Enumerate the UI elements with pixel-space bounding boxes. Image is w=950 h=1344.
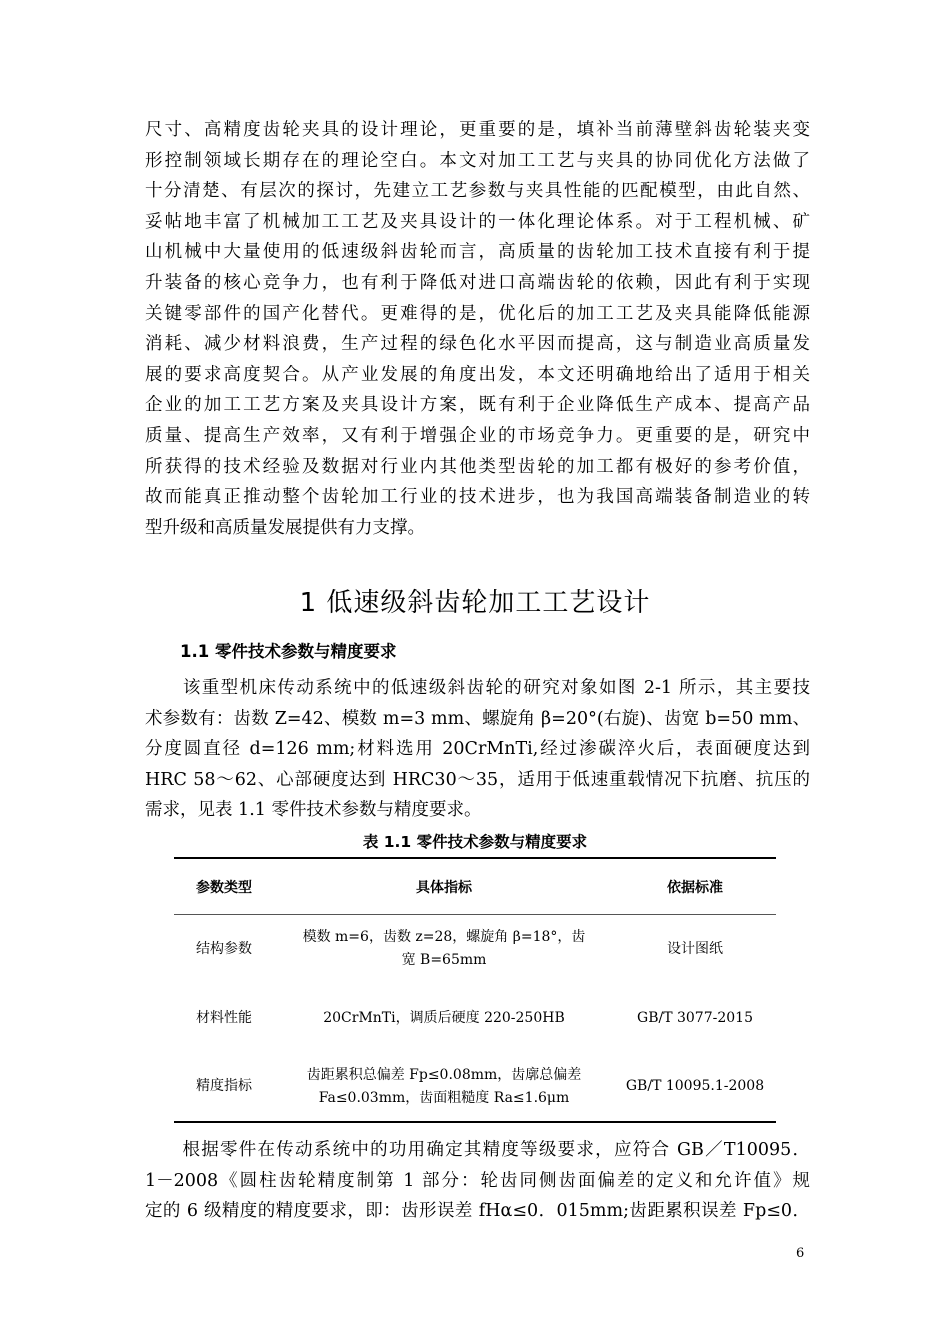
text-line: 分度圆直径 d=126 mm;材料选用 20CrMnTi,经过渗碳淬火后，表面硬度达到 bbox=[145, 739, 810, 760]
table-cell-type: 精度指标 bbox=[196, 1078, 252, 1094]
text-line: 1－2008《圆柱齿轮精度制第 1 部分：轮齿同侧齿面偏差的定义和允许值》规 bbox=[145, 1170, 810, 1191]
text-line: 需求，见表 1.1 零件技术参数与精度要求。 bbox=[145, 800, 482, 821]
section-heading: 1.1 零件技术参数与精度要求 bbox=[180, 642, 397, 661]
table-cell-standard: 设计图纸 bbox=[667, 940, 723, 957]
chapter-title: 1 低速级斜齿轮加工工艺设计 bbox=[299, 588, 651, 618]
text-line: 妥帖地丰富了机械加工工艺及夹具设计的一体化理论体系。对于工程机械、矿 bbox=[145, 211, 810, 232]
spec-line: Fa≤0.03mm，齿面粗糙度 Ra≤1.6μm bbox=[318, 1089, 570, 1106]
page-number: 6 bbox=[796, 1246, 805, 1261]
text-line: 升装备的核心竞争力，也有利于降低对进口高端齿轮的依赖，因此有利于实现 bbox=[145, 272, 810, 293]
table-row bbox=[174, 984, 776, 1053]
text-line: 企业的加工工艺方案及夹具设计方案，既有利于企业降低生产成本、提高产品 bbox=[145, 395, 810, 416]
body-paragraph-intro bbox=[145, 115, 810, 543]
table-row bbox=[174, 915, 776, 984]
table-cell-spec bbox=[274, 1053, 614, 1122]
text-line: 十分清楚、有层次的探讨，先建立工艺参数与夹具性能的匹配模型，由此自然、 bbox=[145, 181, 810, 202]
table-cell-spec bbox=[274, 984, 614, 1053]
text-line: 该重型机床传动系统中的低速级斜齿轮的研究对象如图 2-1 所示，其主要技 bbox=[145, 678, 810, 698]
table-cell-spec bbox=[274, 915, 614, 984]
text-line: 质量、提高生产效率，又有利于增强企业的市场竞争力。更重要的是，研究中 bbox=[145, 425, 810, 446]
table-cell-type: 结构参数 bbox=[196, 940, 252, 957]
text-line: 关键零部件的国产化替代。更难得的是，优化后的加工工艺及夹具能降低能源 bbox=[145, 303, 810, 324]
spec-line: 齿距累积总偏差 Fp≤0.08mm，齿廓总偏差 bbox=[306, 1066, 582, 1083]
text-line: 故而能真正推动整个齿轮加工行业的技术进步，也为我国高端装备制造业的转 bbox=[145, 487, 810, 508]
spec-line: 宽 B=65mm bbox=[401, 952, 487, 969]
table-header-cell: 依据标准 bbox=[667, 879, 723, 896]
text-line: 术参数有：齿数 Z=42、模数 m=3 mm、螺旋角 β=20°(右旋)、齿宽 b=50 mm、 bbox=[145, 708, 810, 729]
table-cell-type: 材料性能 bbox=[196, 1009, 252, 1026]
text-line: 定的 6 级精度的精度要求，即：齿形误差 fHα≤0．015mm;齿距累积误差 Fp≤0． bbox=[145, 1201, 810, 1222]
table-header-cell: 具体指标 bbox=[416, 879, 472, 896]
spec-line: 20CrMnTi，调质后硬度 220-250HB bbox=[323, 1009, 565, 1026]
text-line: 形控制领域长期存在的理论空白。本文对加工工艺与夹具的协同优化方法做了 bbox=[145, 150, 810, 171]
table-cell-standard: GB/T 3077-2015 bbox=[637, 1009, 753, 1026]
text-line: 型升级和高质量发展提供有力支撑。 bbox=[145, 517, 425, 538]
text-line: HRC 58～62、心部硬度达到 HRC30～35，适用于低速重载情况下抗磨、抗压的 bbox=[145, 769, 810, 790]
table-row bbox=[174, 1053, 776, 1122]
text-line: 展的要求高度契合。从产业发展的角度出发，本文还明确地给出了适用于相关 bbox=[145, 364, 810, 385]
text-line: 山机械中大量使用的低速级斜齿轮而言，高质量的齿轮加工技术直接有利于提 bbox=[145, 242, 810, 263]
text-line: 根据零件在传动系统中的功用确定其精度等级要求，应符合 GB／T10095． bbox=[145, 1140, 810, 1160]
table-header-cell: 参数类型 bbox=[196, 879, 252, 896]
table-cell-standard: GB/T 10095.1-2008 bbox=[625, 1078, 765, 1094]
text-line: 消耗、减少材料浪费，生产过程的绿色化水平因而提高，这与制造业高质量发 bbox=[145, 334, 810, 355]
spec-line: 模数 m=6，齿数 z=28，螺旋角 β=18°，齿 bbox=[302, 929, 586, 946]
parameters-table bbox=[174, 857, 776, 1123]
text-line: 所获得的技术经验及数据对行业内其他类型齿轮的加工都有极好的参考价值， bbox=[145, 456, 810, 477]
table-caption: 表 1.1 零件技术参数与精度要求 bbox=[362, 833, 588, 851]
body-paragraph-parameters bbox=[145, 673, 810, 826]
body-paragraph-accuracy bbox=[145, 1135, 810, 1227]
table-header-row bbox=[174, 858, 776, 915]
text-line: 尺寸、高精度齿轮夹具的设计理论，更重要的是，填补当前薄壁斜齿轮装夹变 bbox=[145, 120, 810, 140]
